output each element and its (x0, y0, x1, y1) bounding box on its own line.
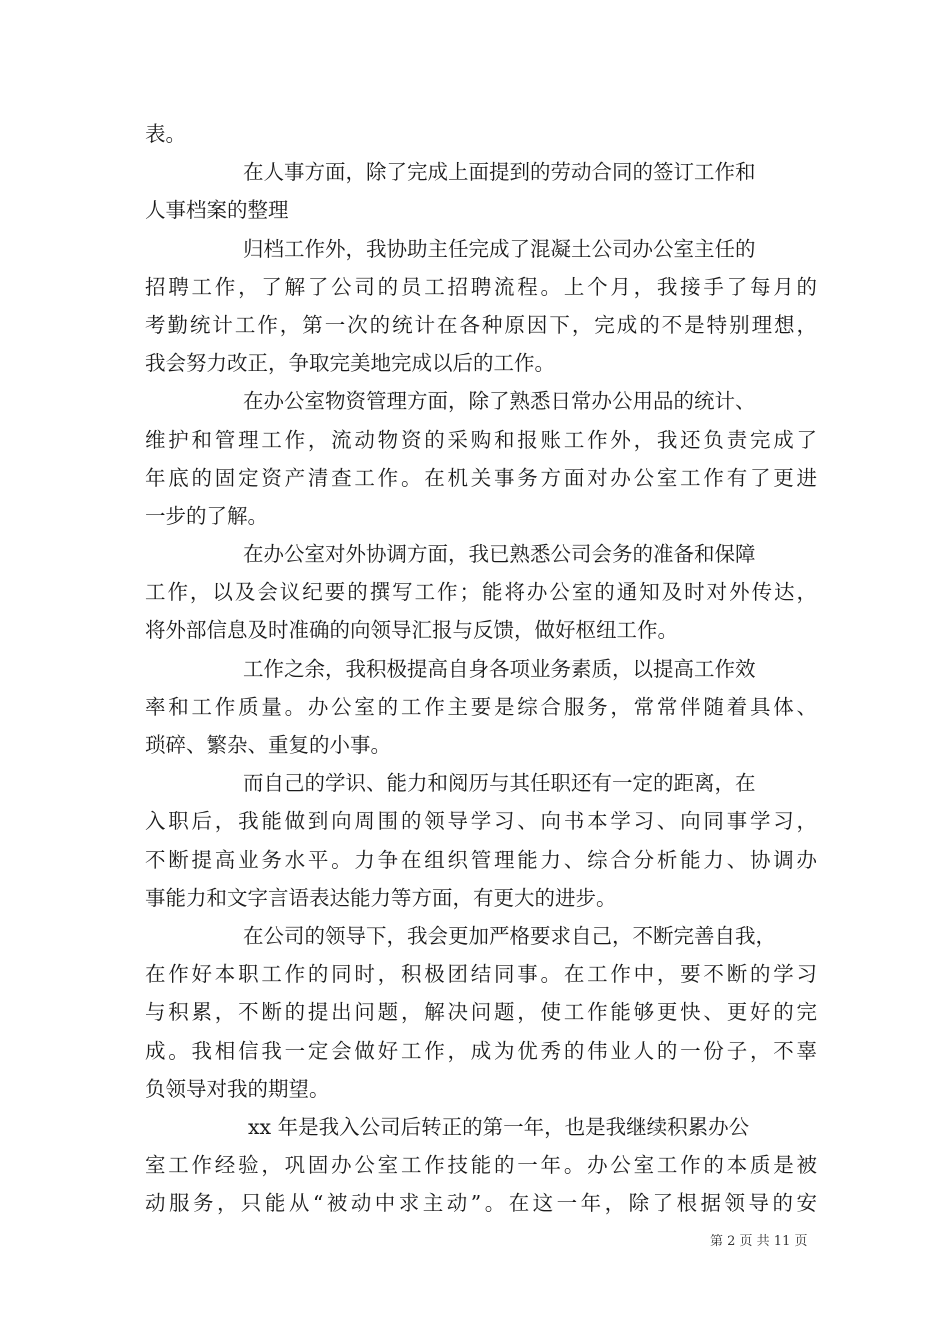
text-line: 率和工作质量。办公室的工作主要是综合服务，常常伴随着具体、 (145, 694, 817, 719)
text-line: 招聘工作，了解了公司的员工招聘流程。上个月，我接手了每月的 (145, 274, 817, 299)
text-line: 维护和管理工作，流动物资的采购和报账工作外，我还负责完成了 (145, 427, 817, 452)
paragraph-start-line: 在公司的领导下，我会更加严格要求自己，不断完善自我， (243, 923, 776, 948)
text-line: 表。 (145, 122, 186, 146)
text-line: 将外部信息及时准确的向领导汇报与反馈，做好枢纽工作。 (145, 618, 678, 643)
text-line: 与积累，不断的提出问题，解决问题，使工作能够更快、更好的完 (145, 1000, 817, 1025)
text-line: 室工作经验，巩固办公室工作技能的一年。办公室工作的本质是被 (145, 1153, 817, 1178)
text-line: 人事档案的整理 (145, 198, 289, 223)
paragraph-start-line: 归档工作外，我协助主任完成了混凝土公司办公室主任的 (243, 236, 756, 261)
text-line: 一步的了解。 (145, 503, 268, 528)
paragraph-start-line: 在办公室对外协调方面，我已熟悉公司会务的准备和保障 (243, 542, 756, 567)
text-line: 不断提高业务水平。力争在组织管理能力、综合分析能力、协调办 (145, 847, 817, 872)
paragraph-start-line: 在办公室物资管理方面，除了熟悉日常办公用品的统计、 (243, 389, 756, 414)
text-line: 在作好本职工作的同时，积极团结同事。在工作中，要不断的学习 (145, 962, 817, 987)
page-number-footer: 第 2 页 共 11 页 (710, 1234, 808, 1249)
paragraph-start-line: 工作之余，我积极提高自身各项业务素质，以提高工作效 (243, 656, 756, 681)
text-line: 负领导对我的期望。 (145, 1076, 330, 1101)
document-body (145, 115, 817, 1222)
text-line: 成。我相信我一定会做好工作，成为优秀的伟业人的一份子，不辜 (145, 1038, 817, 1063)
text-line: 入职后，我能做到向周围的领导学习、向书本学习、向同事学习， (145, 809, 817, 834)
text-line: 动服务，只能从“被动中求主动”。在这一年，除了根据领导的安 (145, 1191, 817, 1216)
text-line: 考勤统计工作，第一次的统计在各种原因下，完成的不是特别理想， (145, 312, 817, 337)
text-line: 工作，以及会议纪要的撰写工作；能将办公室的通知及时对外传达， (145, 580, 817, 605)
text-line: 我会努力改正，争取完美地完成以后的工作。 (145, 351, 555, 376)
paragraph-start-line: 在人事方面，除了完成上面提到的劳动合同的签订工作和 (243, 160, 756, 185)
paragraph-start-line: xx 年是我入公司后转正的第一年，也是我继续积累办公 (248, 1114, 750, 1139)
text-line: 事能力和文字言语表达能力等方面，有更大的进步。 (145, 885, 617, 910)
paragraph-start-line: 而自己的学识、能力和阅历与其任职还有一定的距离，在 (243, 771, 756, 796)
text-line: 年底的固定资产清查工作。在机关事务方面对办公室工作有了更进 (145, 465, 817, 490)
text-line: 琐碎、繁杂、重复的小事。 (145, 733, 391, 757)
